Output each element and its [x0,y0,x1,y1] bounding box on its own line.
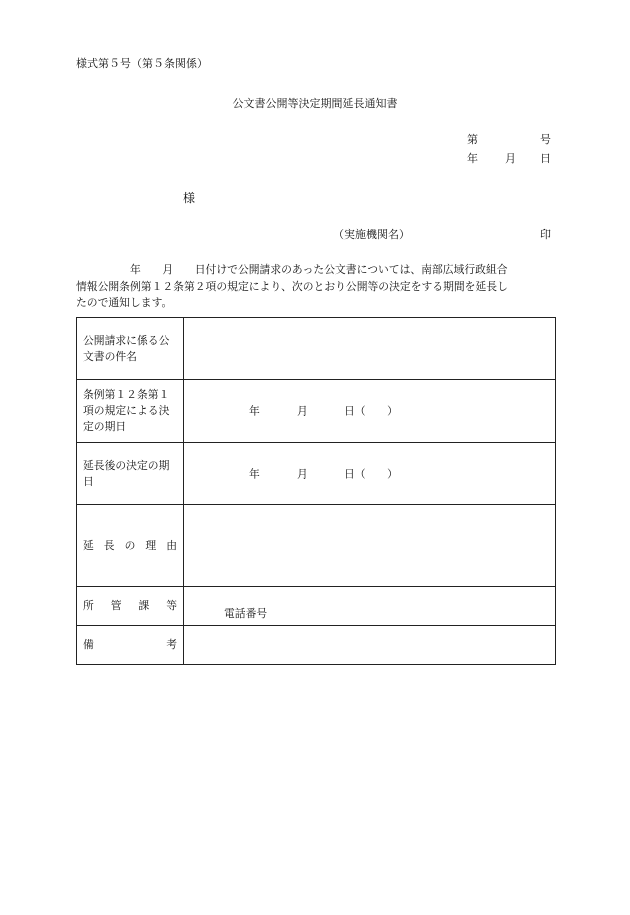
document-subject-label: 公開請求に係る公文書の件名 [77,318,184,380]
responsible-section-char: 課 [138,599,150,612]
extended-deadline-year: 年 [249,467,260,480]
table-row [77,626,556,665]
responsible-section-label [77,587,184,626]
remarks-char: 備 [83,638,94,651]
original-deadline-day: 日（ ） [344,404,398,418]
reference-number-suffix: 号 [540,133,551,146]
extension-reason-value[interactable] [184,505,556,587]
table-row [77,318,556,380]
extension-reason-char: 由 [166,538,177,552]
issue-date-month: 月 [505,152,516,165]
addressee-honorific: 様 [183,191,196,205]
reference-number-prefix: 第 [467,133,478,146]
original-deadline-value[interactable] [184,380,556,443]
form-number: 様式第５号（第５条関係） [76,57,208,70]
table-row [77,505,556,587]
extension-details-table [76,317,556,665]
document-title: 公文書公開等決定期間延長通知書 [232,97,398,110]
extension-reason-char: 長 [103,538,115,552]
issue-date-day: 日 [540,152,551,165]
table-row [77,443,556,505]
extension-reason-char: 理 [145,538,157,552]
extension-reason-char: の [124,538,136,552]
extended-deadline-value[interactable] [184,443,556,505]
original-deadline-label: 条例第１２条第１項の規定による決定の期日 [77,380,184,443]
notice-body [76,262,556,312]
seal-mark: 印 [540,228,551,241]
issue-date-year: 年 [467,152,478,165]
responsible-section-value[interactable] [184,587,556,626]
table-row [77,587,556,626]
remarks-value[interactable] [184,626,556,665]
extended-deadline-month: 月 [297,467,308,480]
table-row [77,380,556,443]
phone-number-label: 電話番号 [224,607,268,620]
extension-reason-char: 延 [83,538,94,552]
responsible-section-char: 等 [166,599,177,612]
remarks-char: 考 [166,638,177,651]
responsible-section-char: 所 [83,599,94,612]
notice-body-line-1: 年 月 日付けで公開請求のあった公文書については、南部広域行政組合 [76,263,508,276]
original-deadline-month: 月 [297,404,308,418]
document-subject-value[interactable] [184,318,556,380]
responsible-section-char: 管 [110,599,122,612]
notice-body-line-3: たので通知します。 [76,296,173,309]
notice-body-line-2: 情報公開条例第１２条第２項の規定により、次のとおり公開等の決定をする期間を延長し [76,279,508,293]
remarks-label [77,626,184,665]
agency-name-label: （実施機関名） [333,228,410,241]
extended-deadline-day: 日（ ） [344,467,398,480]
original-deadline-year: 年 [249,404,260,418]
extension-reason-label [77,505,184,587]
extended-deadline-label: 延長後の決定の期日 [77,443,184,505]
